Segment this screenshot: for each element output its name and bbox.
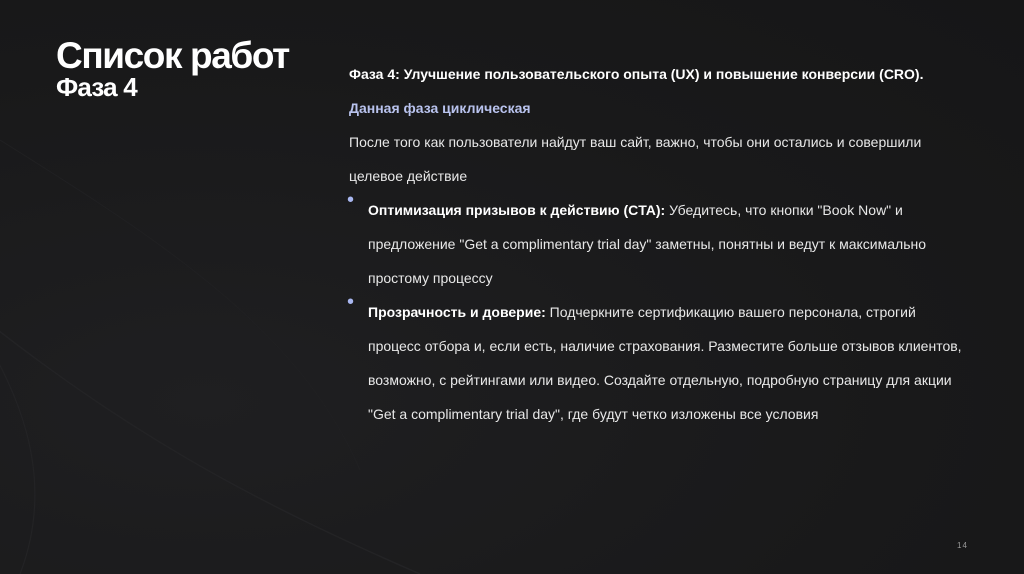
- slide-content: [349, 57, 969, 431]
- list-item: [347, 291, 969, 431]
- intro-text: После того как пользователи найдут ваш сайт, важно, чтобы они остались и совершили целевое действие: [349, 134, 922, 184]
- bullet-dot-icon: •: [347, 291, 355, 313]
- bullet-dot-icon: •: [347, 189, 355, 211]
- bullet-text: Убедитесь, что кнопки "Book Now" и предложение "Get a complimentary trial day" заметны, понятны и ведут к максимально простому процессу: [368, 202, 927, 286]
- phase-heading-bold: Фаза 4: Улучшение пользовательского опыта (UX) и повышение конверсии (CRO).: [349, 66, 924, 82]
- bullet-label: Оптимизация призывов к действию (CTA):: [368, 202, 666, 218]
- bullet-list: [347, 189, 969, 431]
- phase-heading: [349, 57, 969, 125]
- bullet-text: Подчеркните сертификацию вашего персонала, строгий процесс отбора и, если есть, наличие страхования. Разместите больше отзывов клиентов, возможно, с рейтингами или видео. Создайте отдельную, подробную страницу для акции "Get a complimentary trial day", где будут четко изложены все условия: [368, 304, 962, 422]
- page-number: 14: [957, 541, 968, 550]
- list-item: [347, 189, 969, 295]
- phase-heading-accent: Данная фаза циклическая: [349, 100, 531, 116]
- page-subtitle: Фаза 4: [56, 72, 137, 102]
- bullet-label: Прозрачность и доверие:: [368, 304, 546, 320]
- page-title: Список работ: [56, 35, 289, 76]
